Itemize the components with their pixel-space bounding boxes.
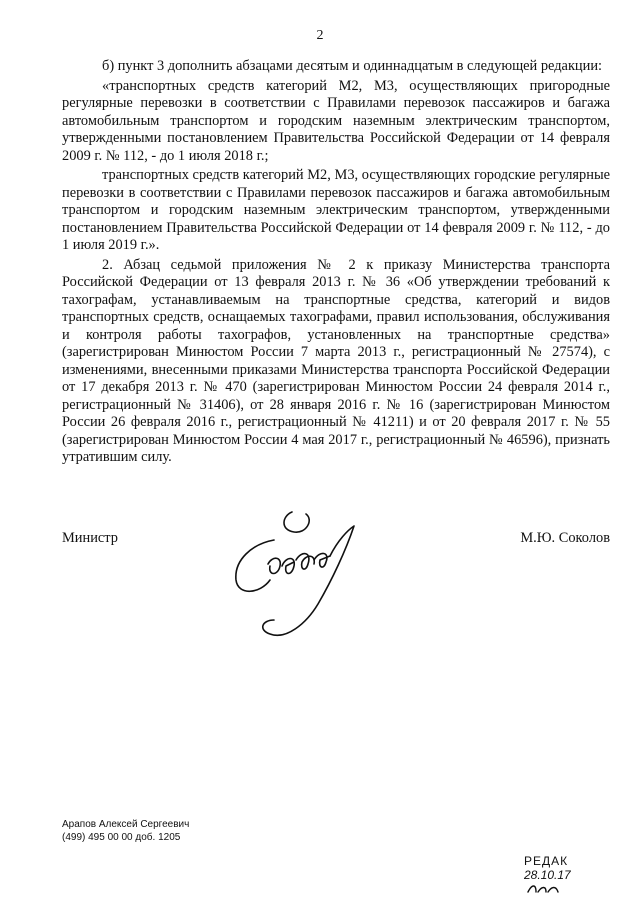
signatory-title: Министр	[62, 530, 118, 546]
handwritten-signature	[222, 500, 402, 650]
paragraph-1: б) пункт 3 дополнить абзацами десятым и одиннадцатым в следующей редакции:	[102, 58, 603, 74]
editorial-stamp	[524, 854, 571, 899]
document-body	[62, 58, 610, 469]
paragraph-4: 2. Абзац седьмой приложения № 2 к приказу Министерства транспорта Российской Федерации от 13 февраля 2013 г. № 36 «Об утверждении требований к тахографам, устанавливаемым на транспортные средства, категорий и видов транспортных средств, оснащаемых тахографами, правил использования, обслуживания и контроля работы тахографов, установленных на транспортные средства» (зарегистрирован Минюстом России 7 марта 2013 г., регистрационный № 27574), с изменениями, внесенными приказами Министерства транспорта Российской Федерации от 17 декабря 2013 г. № 470 (зарегистрирован Минюстом России 24 февраля 2014 г., регистрационный № 31406), от 28 января 2016 г. № 16 (зарегистрирован Минюстом России 26 февраля 2016 г., регистрационный № 41211) и от 20 февраля 2017 г. № 55 (зарегистрирован Минюстом России 4 мая 2017 г., регистрационный № 46596), признать утратившим силу.	[62, 256, 610, 465]
executor-name: Арапов Алексей Сергеевич	[62, 819, 190, 830]
page-number: 2	[316, 28, 324, 43]
executor-phone: (499) 495 00 00 доб. 1205	[62, 832, 181, 843]
stamp-initials	[524, 882, 564, 896]
stamp-date: 28.10.17	[524, 868, 571, 882]
signatory-name: М.Ю. Соколов	[520, 530, 610, 546]
executor-info	[62, 818, 189, 844]
stamp-label: РЕДАК	[524, 854, 569, 868]
paragraph-2: «транспортных средств категорий М2, М3, осуществляющих пригородные регулярные перевозки в соответствии с Правилами перевозок пассажиров и багажа автомобильным транспортом и городским наземным электрическим транспортом, утвержденными постановлением Правительства Российской Федерации от 14 февраля 2009 г. № 112, - до 1 июля 2018 г.;	[62, 77, 610, 164]
paragraph-3: транспортных средств категорий М2, М3, осуществляющих городские регулярные перевозки в соответствии с Правилами перевозок пассажиров и багажа автомобильным транспортом и городским наземным электрическим транспортом, утвержденными постановлением Правительства Российской Федерации от 14 февраля 2009 г. № 112, - до 1 июля 2019 г.».	[62, 167, 610, 253]
